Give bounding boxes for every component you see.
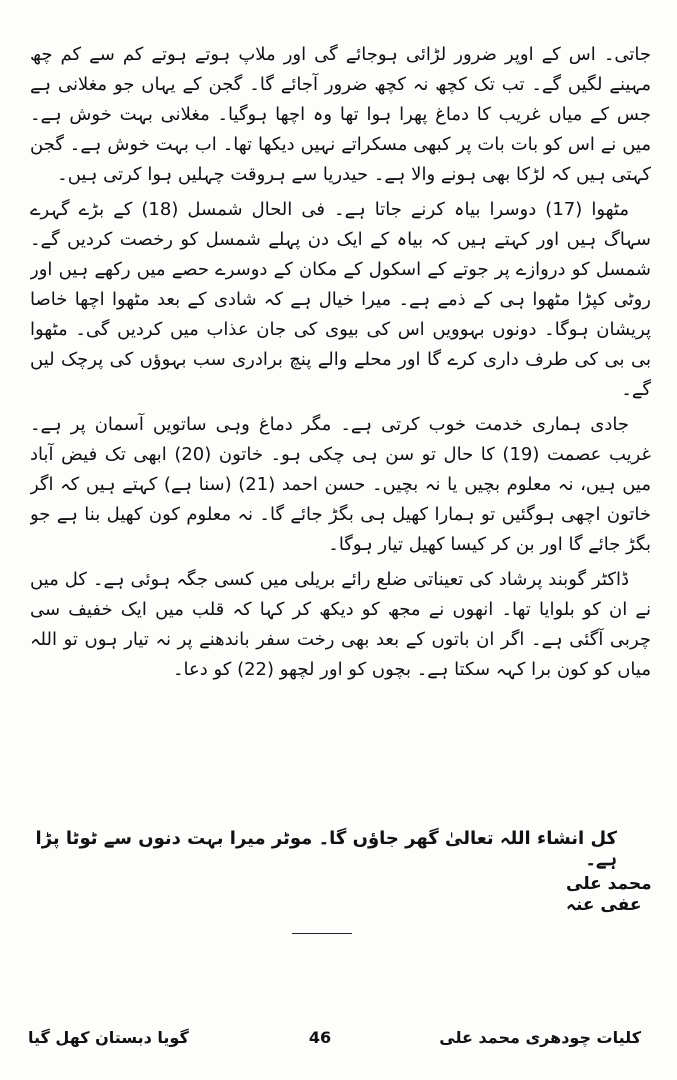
- page-number: 46: [308, 1028, 332, 1047]
- signature: محمد علی عفی عنہ: [566, 874, 652, 915]
- closing-line: کل انشاء اللہ تعالیٰ گھر جاؤں گا۔ موٹر میرا بہت دنوں سے ٹوٹا پڑا ہے۔: [35, 828, 617, 870]
- paragraph: جاتی۔ اس کے اوپر ضرور لڑائی ہوجائے گی اور ملاپ ہوتے ہوتے کم سے کم چھ مہینے لگیں گے۔ تب تک کچھ نہ کچھ ضرور آجائے گا۔ گجن کے یہاں جو مغلانی ہے جس کے میاں غریب کا دماغ پھرا ہوا تھا وہ اچھا ہوگیا۔ مغلانی بہت خوش ہے۔ میں نے اس کو بات بات پر کبھی مسکراتے نہیں دیکھا تھا۔ اب بہت خوش ہے۔ گجن کہتی ہیں کہ لڑکا بھی ہونے والا ہے۔ حیدریا سے ہروقت چہلیں ہوا کرتی ہیں۔: [30, 44, 651, 185]
- paragraph: مٹھوا (17) دوسرا بیاہ کرنے جاتا ہے۔ فی الحال شمسل (18) کے بڑے گہرے سہاگ ہیں اور کہتے ہیں کہ بیاہ کے ایک دن پہلے شمسل کو رخصت کردیں گے۔ شمسل کو دروازے پر جوتے کے اسکول کے مکان کے دوسرے حصے میں رکھے ہیں اور روٹی کپڑا مٹھوا ہی کے ذمے ہے۔ میرا خیال ہے کہ شادی کے بعد مٹھوا اچھا خاصا پریشان ہوگا۔ دونوں بہوویں اس کی بیوی کی جان عذاب میں کردیں گی۔ مٹھوا بی بی کی طرف داری کرے گا اور محلے والے پنچ برادری سب بہوؤں کی پرچک لیں گے۔: [30, 199, 651, 400]
- letter-body: [30, 40, 651, 860]
- footer-book-title: کلیات چودھری محمد علی: [439, 1028, 641, 1047]
- paragraph: ڈاکٹر گوبند پرشاد کی تعیناتی ضلع رائے بریلی میں کسی جگہ ہوئی ہے۔ کل میں نے ان کو بلوایا تھا۔ انھوں نے مجھ کو دیکھ کر کہا کہ قلب میں ایک خفیف سی چربی آگئی ہے۔ اگر ان باتوں کے بعد بھی رخت سفر باندھنے پر نہ تیار ہوں تو اللہ میاں کو کون برا کہہ سکتا ہے۔ بچوں کو اور لچھو (22) کو دعا۔: [30, 569, 651, 680]
- footer-section-title: گویا دبستان کھل گیا: [28, 1028, 189, 1047]
- separator-rule: [292, 933, 352, 934]
- paragraph: جادی ہماری خدمت خوب کرتی ہے۔ مگر دماغ وہی ساتویں آسمان پر ہے۔ غریب عصمت (19) کا حال تو سن ہی چکی ہو۔ خاتون (20) ابھی تک فیض آباد میں ہیں، نہ معلوم بچیں یا نہ بچیں۔ حسن احمد (21) (سنا ہے) کہتے ہیں کہ اگر خاتون اچھی ہوگئیں تو ہمارا کھیل ہی بگڑ جائے گا۔ نہ معلوم کون کھیل بنا ہے جو بگڑ جائے گا اور بن کر کیسا کھیل تیار ہوگا۔: [30, 414, 651, 555]
